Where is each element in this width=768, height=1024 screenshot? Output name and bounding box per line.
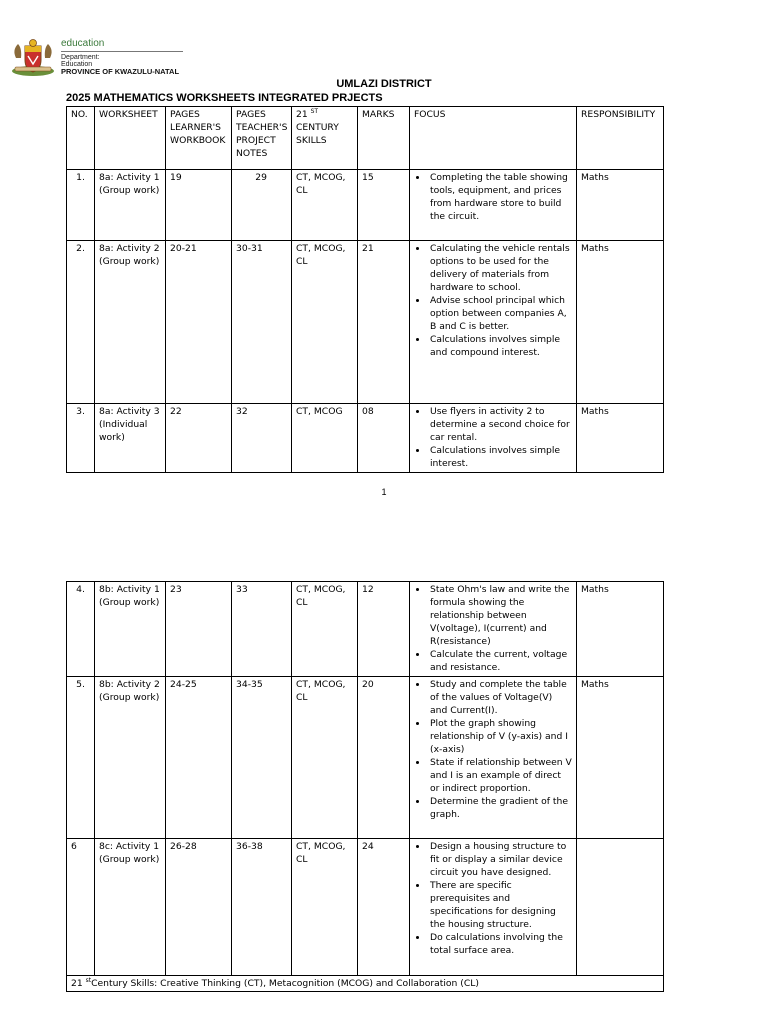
row-responsibility: Maths [577, 677, 664, 839]
page-number: 1 [381, 487, 387, 497]
row-pages-learner: 26-28 [166, 839, 232, 976]
row-pages-learner: 24-25 [166, 677, 232, 839]
header-skills-sup: ST [310, 107, 319, 115]
row-marks: 12 [358, 582, 410, 677]
row-no: 3. [67, 404, 95, 473]
worksheets-table-part2 [66, 581, 664, 992]
row-pages-learner: 23 [166, 582, 232, 677]
header-focus: FOCUS [410, 107, 577, 170]
focus-item: • Design a housing structure to fit or display a similar device circuit you have designed. [428, 840, 572, 879]
footnote [67, 976, 664, 992]
row-pages-teacher: 32 [232, 404, 292, 473]
row-skills: CT, MCOG, CL [292, 839, 358, 976]
row-focus [410, 677, 577, 839]
row-pages-teacher: 34-35 [232, 677, 292, 839]
row-skills: CT, MCOG, CL [292, 677, 358, 839]
table-header-row [67, 107, 664, 170]
row-marks: 20 [358, 677, 410, 839]
row-marks: 08 [358, 404, 410, 473]
logo-province: PROVINCE OF KWAZULU-NATAL [61, 67, 180, 77]
row-worksheet: 8a: Activity 2 (Group work) [95, 241, 166, 404]
logo-education: Education [61, 60, 93, 68]
row-no: 5. [67, 677, 95, 839]
focus-item: • Determine the gradient of the graph. [428, 795, 572, 821]
row-focus [410, 582, 577, 677]
header-pages-teacher: PAGES TEACHER'S PROJECT NOTES [232, 107, 292, 170]
row-pages-learner: 20-21 [166, 241, 232, 404]
row-pages-teacher: 29 [232, 170, 292, 241]
page-subtitle: 2025 MATHEMATICS WORKSHEETS INTEGRATED PRJECTS [66, 92, 383, 104]
row-focus [410, 170, 577, 241]
footnote-sup: st [85, 976, 92, 984]
focus-item: • Study and complete the table of the values of Voltage(V) and Current(I). [428, 678, 572, 717]
row-marks: 24 [358, 839, 410, 976]
focus-item: • Calculations involves simple and compound interest. [428, 333, 572, 359]
row-skills: CT, MCOG, CL [292, 241, 358, 404]
focus-item: • Calculate the current, voltage and resistance. [428, 648, 572, 674]
row-pages-teacher: 30-31 [232, 241, 292, 404]
row-no: 1. [67, 170, 95, 241]
header-marks: MARKS [358, 107, 410, 170]
worksheets-table-part1 [66, 106, 664, 473]
header-worksheet: WORKSHEET [95, 107, 166, 170]
row-worksheet: 8b: Activity 1 (Group work) [95, 582, 166, 677]
logo-divider [61, 51, 183, 52]
table-row [67, 241, 664, 404]
row-worksheet: 8c: Activity 1 (Group work) [95, 839, 166, 976]
focus-item: • Calculations involves simple interest. [428, 444, 572, 470]
header-skills [292, 107, 358, 170]
focus-item: • Completing the table showing tools, equipment, and prices from hardware store to build the circuit. [428, 171, 572, 223]
row-no: 4. [67, 582, 95, 677]
row-responsibility: Maths [577, 582, 664, 677]
row-focus [410, 839, 577, 976]
row-no: 2. [67, 241, 95, 404]
row-focus [410, 404, 577, 473]
row-pages-teacher: 33 [232, 582, 292, 677]
row-focus [410, 241, 577, 404]
page-title: UMLAZI DISTRICT [336, 78, 432, 90]
footnote-row [67, 976, 664, 992]
table-row [67, 839, 664, 976]
row-responsibility [577, 839, 664, 976]
header-pages-learner: PAGES LEARNER'S WORKBOOK [166, 107, 232, 170]
row-pages-learner: 19 [166, 170, 232, 241]
logo-department: Department: [61, 53, 100, 61]
table-row [67, 677, 664, 839]
row-pages-teacher: 36-38 [232, 839, 292, 976]
header-skills-number: 21 [296, 109, 308, 120]
focus-item: • There are specific prerequisites and specifications for designing the housing structure. [428, 879, 572, 931]
row-pages-learner: 22 [166, 404, 232, 473]
focus-item: • State if relationship between V and I is an example of direct or indirect proportion. [428, 756, 572, 795]
focus-item: • State Ohm's law and write the formula showing the relationship between V(voltage), I(current) and R(resistance) [428, 583, 572, 648]
row-worksheet: 8a: Activity 1 (Group work) [95, 170, 166, 241]
table-row [67, 170, 664, 241]
footnote-text: Century Skills: Creative Thinking (CT), Metacognition (MCOG) and Collaboration (CL) [91, 978, 479, 989]
row-skills: CT, MCOG, CL [292, 170, 358, 241]
row-marks: 15 [358, 170, 410, 241]
row-skills: CT, MCOG [292, 404, 358, 473]
row-responsibility: Maths [577, 241, 664, 404]
kzn-crest-icon [10, 38, 56, 78]
row-responsibility: Maths [577, 170, 664, 241]
header-skills-text: CENTURY SKILLS [296, 122, 339, 146]
department-logo [10, 38, 185, 78]
focus-item: • Advise school principal which option between companies A, B and C is better. [428, 294, 572, 333]
header-no: NO. [67, 107, 95, 170]
row-responsibility: Maths [577, 404, 664, 473]
table-row [67, 582, 664, 677]
focus-item: • Calculating the vehicle rentals options to be used for the delivery of materials from hardware to school. [428, 242, 572, 294]
logo-word-education: education [61, 38, 105, 49]
table-row [67, 404, 664, 473]
row-skills: CT, MCOG, CL [292, 582, 358, 677]
focus-item: • Plot the graph showing relationship of V (y-axis) and I (x-axis) [428, 717, 572, 756]
row-marks: 21 [358, 241, 410, 404]
focus-item: • Do calculations involving the total surface area. [428, 931, 572, 957]
row-worksheet: 8b: Activity 2 (Group work) [95, 677, 166, 839]
footnote-number: 21 [71, 978, 83, 989]
row-no: 6 [67, 839, 95, 976]
header-responsibility: RESPONSIBILITY [577, 107, 664, 170]
row-worksheet: 8a: Activity 3 (Individual work) [95, 404, 166, 473]
focus-item: • Use flyers in activity 2 to determine a second choice for car rental. [428, 405, 572, 444]
